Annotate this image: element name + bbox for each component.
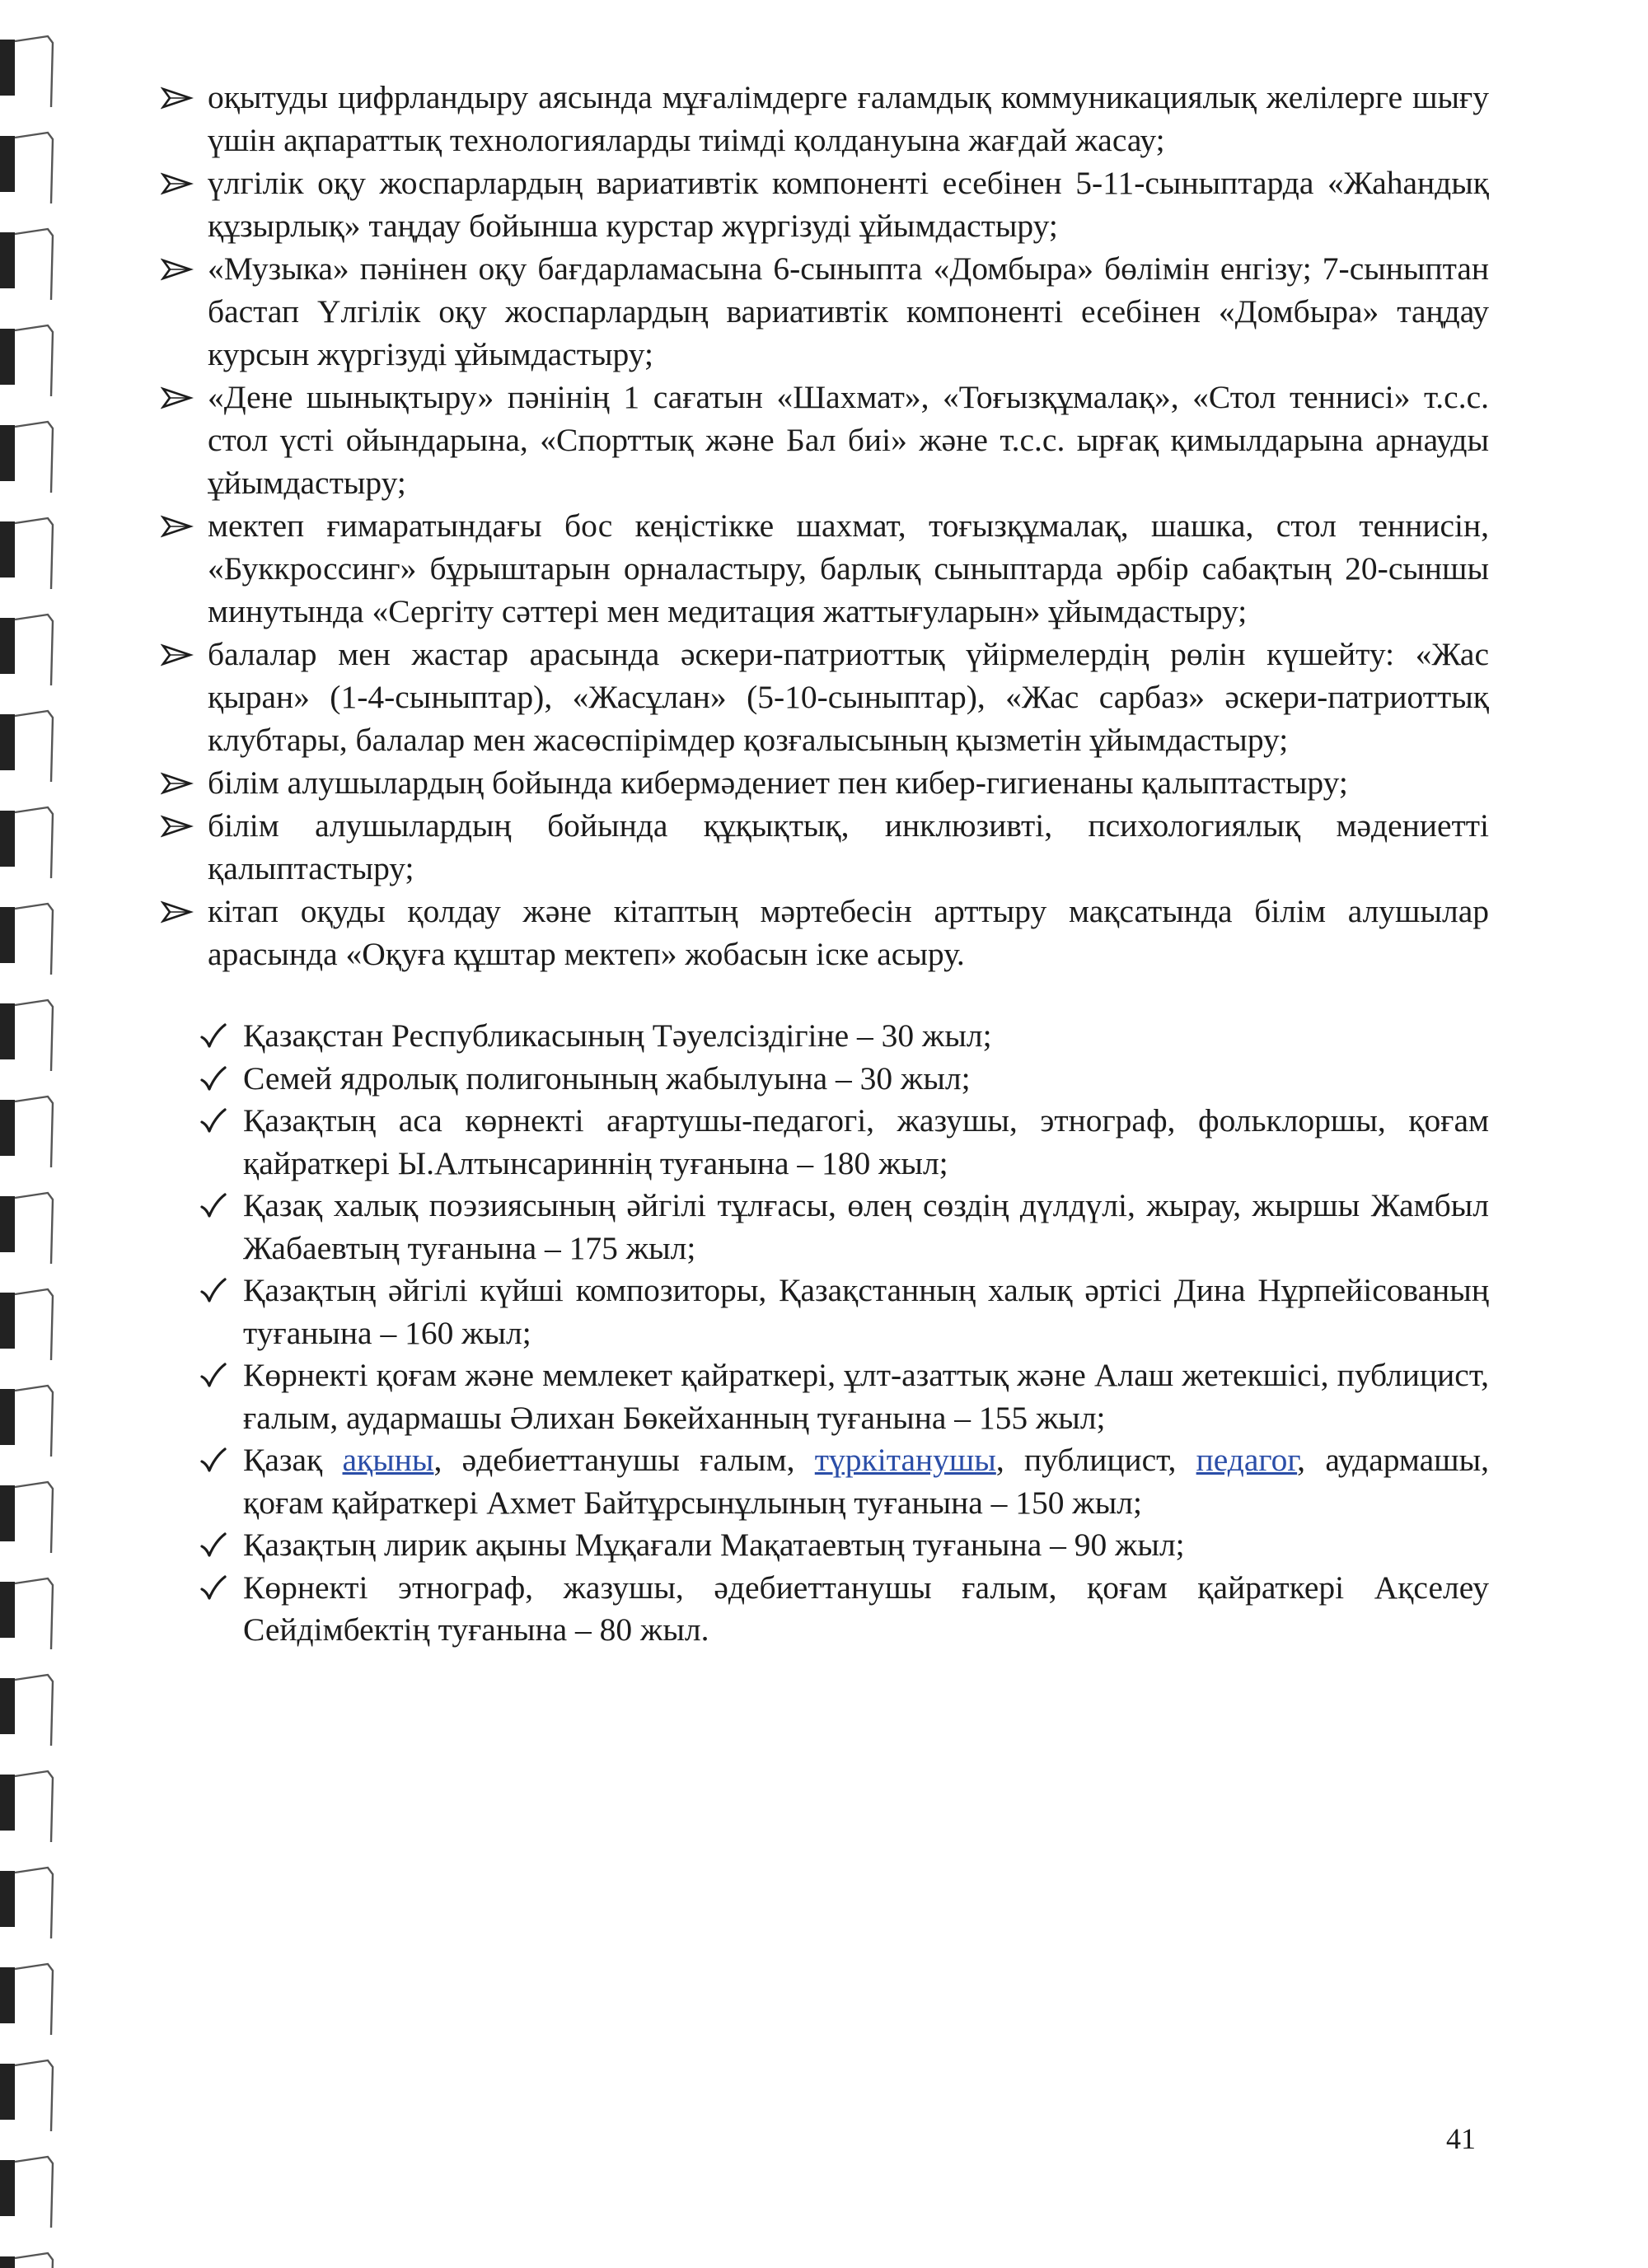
page-number: 41 <box>1446 2122 1476 2155</box>
binding-bar <box>0 40 15 96</box>
turkitanushy-link[interactable]: түркітанушы <box>814 1442 996 1478</box>
arrow-bullet-icon <box>161 804 194 847</box>
check-bullet-icon <box>199 1439 228 1482</box>
binding-bar <box>0 1100 15 1156</box>
arrow-bullet-icon <box>161 633 194 676</box>
arrow-bullet-icon <box>161 761 194 804</box>
anniversary-item: Қазақтың лирик ақыны Мұқағали Мақатаевтың туғанына – 90 жыл; <box>196 1524 1489 1567</box>
binding-hook <box>15 325 53 396</box>
arrow-bullet-icon <box>161 376 194 419</box>
anniversary-item: Көрнекті этнограф, жазушы, әдебиеттанушы ғалым, қоғам қайраткері Ақселеу Сейдімбектің туғанына – 80 жыл. <box>196 1567 1489 1652</box>
check-bullet-icon <box>199 1354 228 1397</box>
binding-hook <box>15 1000 53 1071</box>
binding-bar <box>0 2160 15 2216</box>
binding-hook <box>15 1868 53 1938</box>
binding-hook <box>15 2157 53 2228</box>
anniversary-item: Қазақ халық поэзиясының әйгілі тұлғасы, өлең сөздің дүлдүлі, жырау, жыршы Жамбыл Жабаевтың туғанына – 175 жыл; <box>196 1185 1489 1270</box>
pedagog-link[interactable]: педагог <box>1196 1442 1298 1478</box>
arrow-bullet-list <box>161 76 1489 975</box>
list-item: үлгілік оқу жоспарлардың вариативтік компоненті есебінен 5-11-сыныптарда «Жаһандық құзырлық» таңдау бойынша курстар жүргізуді ұйымдастыру; <box>161 161 1489 247</box>
list-item: балалар мен жастар арасында әскери-патриоттық үйірмелердің рөлін күшейту: «Жас қыран» (1-4-сыныптар), «Жасұлан» (5-10-сыныптар), «Жас сарбаз» әскери-патриоттық клубтары, балалар мен жасөспірімдер қозғалысының қызметін ұйымдастыру; <box>161 633 1489 761</box>
binding-bar <box>0 618 15 674</box>
list-item: «Музыка» пәнінен оқу бағдарламасына 6-сыныпта «Домбыра» бөлімін енгізу; 7-сыныптан бастап Үлгілік оқу жоспарлардың вариативтік компоненті есебінен «Домбыра» таңдау курсын жүргізуді ұйымдастыру; <box>161 247 1489 376</box>
anniversary-item: Көрнекті қоғам және мемлекет қайраткері, ұлт-азаттық және Алаш жетекшісі, публицист, ғалым, аудармашы Әлихан Бөкейханның туғанына – 155 жыл; <box>196 1354 1489 1439</box>
anniversary-item: Қазақтың әйгілі күйші композиторы, Қазақстанның халық әртісі Дина Нұрпейісованың туғанына – 160 жыл; <box>196 1270 1489 1354</box>
binding-hook <box>15 229 53 300</box>
binding-hook <box>15 615 53 685</box>
binding-bar <box>0 329 15 385</box>
binding-hook <box>15 904 53 975</box>
check-bullet-icon <box>199 1100 228 1143</box>
binding-hook <box>15 2060 53 2131</box>
binding-bar <box>0 1678 15 1734</box>
binding-hook <box>15 422 53 493</box>
binding-hook <box>15 1964 53 2035</box>
binding-hook <box>15 133 53 203</box>
binding-bar <box>0 521 15 578</box>
binding-hook <box>15 2253 53 2268</box>
binding-hook <box>15 711 53 782</box>
binding-bar <box>0 714 15 770</box>
arrow-bullet-icon <box>161 161 194 204</box>
binding-bar <box>0 1582 15 1638</box>
list-item: білім алушылардың бойында кибермәдениет пен кибер-гигиенаны қалыптастыру; <box>161 761 1489 804</box>
binding-hook <box>15 1097 53 1167</box>
binding-bar <box>0 1293 15 1349</box>
binding-bar <box>0 907 15 963</box>
binding-hook <box>15 1193 53 1264</box>
binding-bar <box>0 232 15 288</box>
list-item: білім алушылардың бойында құқықтық, инклюзивті, психологиялық мәдениетті қалыптастыру; <box>161 804 1489 890</box>
binding-hook <box>15 1386 53 1457</box>
binding-bar <box>0 811 15 867</box>
anniversary-item: Қазақстан Республикасының Тәуелсіздігіне – 30 жыл; <box>196 1015 1489 1058</box>
binding-hook <box>15 1482 53 1553</box>
binding-bar <box>0 1389 15 1445</box>
binding-hook <box>15 1771 53 1842</box>
check-bullet-icon <box>199 1524 228 1567</box>
binding-hook <box>15 1578 53 1649</box>
binding-strip <box>0 0 74 2268</box>
binding-bar <box>0 1003 15 1059</box>
list-item: оқытуды цифрландыру аясында мұғалімдерге ғаламдық коммуникациялық желілерге шығу үшін ақпараттық технологияларды тиімді қолдануына жағдай жасау; <box>161 76 1489 161</box>
binding-hook <box>15 1675 53 1746</box>
binding-bar <box>0 1871 15 1927</box>
check-bullet-icon <box>199 1015 228 1058</box>
list-item: мектеп ғимаратындағы бос кеңістікке шахмат, тоғызқұмалақ, шашка, стол теннисін, «Буккроссинг» бұрыштарын орналастыру, барлық сыныптарда әрбір сабақтың 20-сыншы минутында «Сергіту сәттері мен медитация жаттығуларын» ұйымдастыру; <box>161 504 1489 633</box>
binding-bar <box>0 1196 15 1252</box>
page-text <box>161 76 1489 1652</box>
binding-hook <box>15 807 53 878</box>
binding-bar <box>0 1485 15 1541</box>
binding-hook <box>15 36 53 107</box>
akyny-link[interactable]: ақыны <box>342 1442 434 1478</box>
list-item: «Дене шынықтыру» пәнінің 1 сағатын «Шахмат», «Тоғызқұмалақ», «Стол теннисі» т.с.с. стол үсті ойындарына, «Спорттық және Бал биі» және т.с.с. ырғақ қимылдарына арнауды ұйымдастыру; <box>161 376 1489 504</box>
binding-hook <box>15 1289 53 1360</box>
arrow-bullet-icon <box>161 247 194 290</box>
binding-bar <box>0 1775 15 1831</box>
anniversary-list <box>196 1015 1489 1652</box>
anniversary-item: Қазақтың аса көрнекті ағартушы-педагогі, жазушы, этнограф, фольклоршы, қоғам қайраткері Ы.Алтынсариннің туғанына – 180 жыл; <box>196 1100 1489 1185</box>
check-bullet-icon <box>199 1058 228 1101</box>
arrow-bullet-icon <box>161 76 194 119</box>
binding-bar <box>0 425 15 481</box>
binding-bar <box>0 2064 15 2120</box>
list-item: кітап оқуды қолдау және кітаптың мәртебесін арттыру мақсатында білім алушылар арасында «Оқуға құштар мектеп» жобасын іске асыру. <box>161 890 1489 975</box>
arrow-bullet-icon <box>161 890 194 933</box>
anniversary-item: Семей ядролық полигонының жабылуына – 30 жыл; <box>196 1058 1489 1101</box>
binding-bar <box>0 1967 15 2023</box>
anniversary-item-baitursynuly: Қазақ ақыны, әдебиеттанушы ғалым, түркітанушы, публицист, педагог, аудармашы, қоғам қайраткері Ахмет Байтұрсынұлының туғанына – 150 жыл; <box>196 1439 1489 1524</box>
check-bullet-icon <box>199 1185 228 1228</box>
binding-bar <box>0 2256 15 2268</box>
binding-bar <box>0 136 15 192</box>
binding-hook <box>15 518 53 589</box>
check-bullet-icon <box>199 1270 228 1312</box>
check-bullet-icon <box>199 1567 228 1610</box>
arrow-bullet-icon <box>161 504 194 547</box>
